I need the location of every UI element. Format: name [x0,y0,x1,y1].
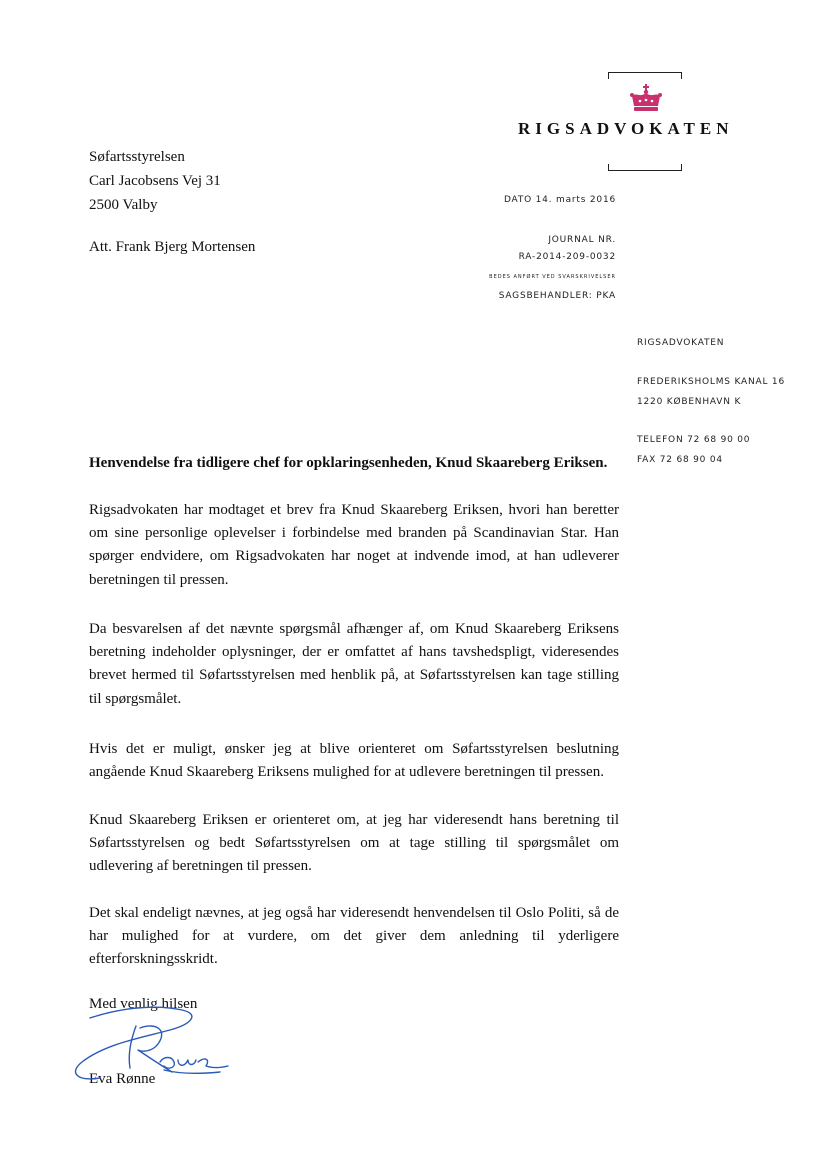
body-paragraph: Knud Skaareberg Eriksen er orienteret om, at jeg har videresendt hans beretning til Søfartsstyrelsen og bedt Søfartsstyrelsen om at tage stilling til spørgsmålet om udlevering af beretningen til pressen. [89,812,619,875]
body-paragraph: Da besvarelsen af det nævnte spørgsmål afhænger af, om Knud Skaareberg Eriksens beretning indeholder oplysninger, der er omfattet af hans tavshedspligt, videresendes brevet hermed til Søfartsstyrelsen med henblik på, at Søfartsstyrelsen kan tage stilling til spørgsmålet. [89,621,619,707]
body-paragraph: Hvis det er muligt, ønsker jeg at blive orienteret om Søfartsstyrelsen beslutning angående Knud Skaareberg Eriksens mulighed for at udlevere beretningen til pressen. [89,741,619,781]
recipient-line: Carl Jacobsens Vej 31 [89,173,221,189]
body-paragraph: Det skal endeligt nævnes, at jeg også har videresendt henvendelsen til Oslo Politi, så de har mulighed for at vurdere, om det giver dem anledning til yderligere efterforskningsskridt. [89,905,619,968]
signatory-name: Eva Rønne [89,1071,156,1087]
letter-date: DATO 14. marts 2016 [503,195,616,205]
rigsadvokaten-logo [518,66,780,176]
letter-subject: Henvendelse fra tidligere chef for opklaringsenheden, Knud Skaareberg Eriksen. [89,455,608,471]
attention-line: Att. Frank Bjerg Mortensen [89,239,256,255]
sender-street: FREDERIKSHOLMS KANAL 16 [637,377,785,387]
case-handler: SAGSBEHANDLER: PKA [498,291,616,301]
sender-city: 1220 KØBENHAVN K [637,397,742,407]
sender-phone: TELEFON 72 68 90 00 [637,435,751,445]
handwritten-signature [60,1000,230,1090]
sender-fax: FAX 72 68 90 04 [637,455,723,465]
logo-wordmark: RIGSADVOKATEN [518,119,734,138]
recipient-line: Søfartsstyrelsen [89,149,185,165]
body-paragraph: Rigsadvokaten har modtaget et brev fra Knud Skaareberg Eriksen, hvori han beretter om sine personlige oplevelser i forbindelse med branden på Scandinavian Star. Han spørger endvidere, om Rigsadvokaten har noget at indvende imod, at han udleverer beretningen til pressen. [89,502,619,588]
reference-note: BEDES ANFØRT VED SVARSKRIVELSER [489,274,616,280]
crown-icon [628,84,664,112]
logo-bracket-top [608,72,682,79]
sender-name: RIGSADVOKATEN [637,338,725,348]
logo-bracket-bottom [608,164,682,171]
closing-phrase: Med venlig hilsen [89,996,198,1012]
journal-label: JOURNAL NR. [548,235,616,245]
recipient-line: 2500 Valby [89,197,158,213]
recipient-address [89,145,221,217]
journal-number: RA-2014-209-0032 [518,252,616,262]
